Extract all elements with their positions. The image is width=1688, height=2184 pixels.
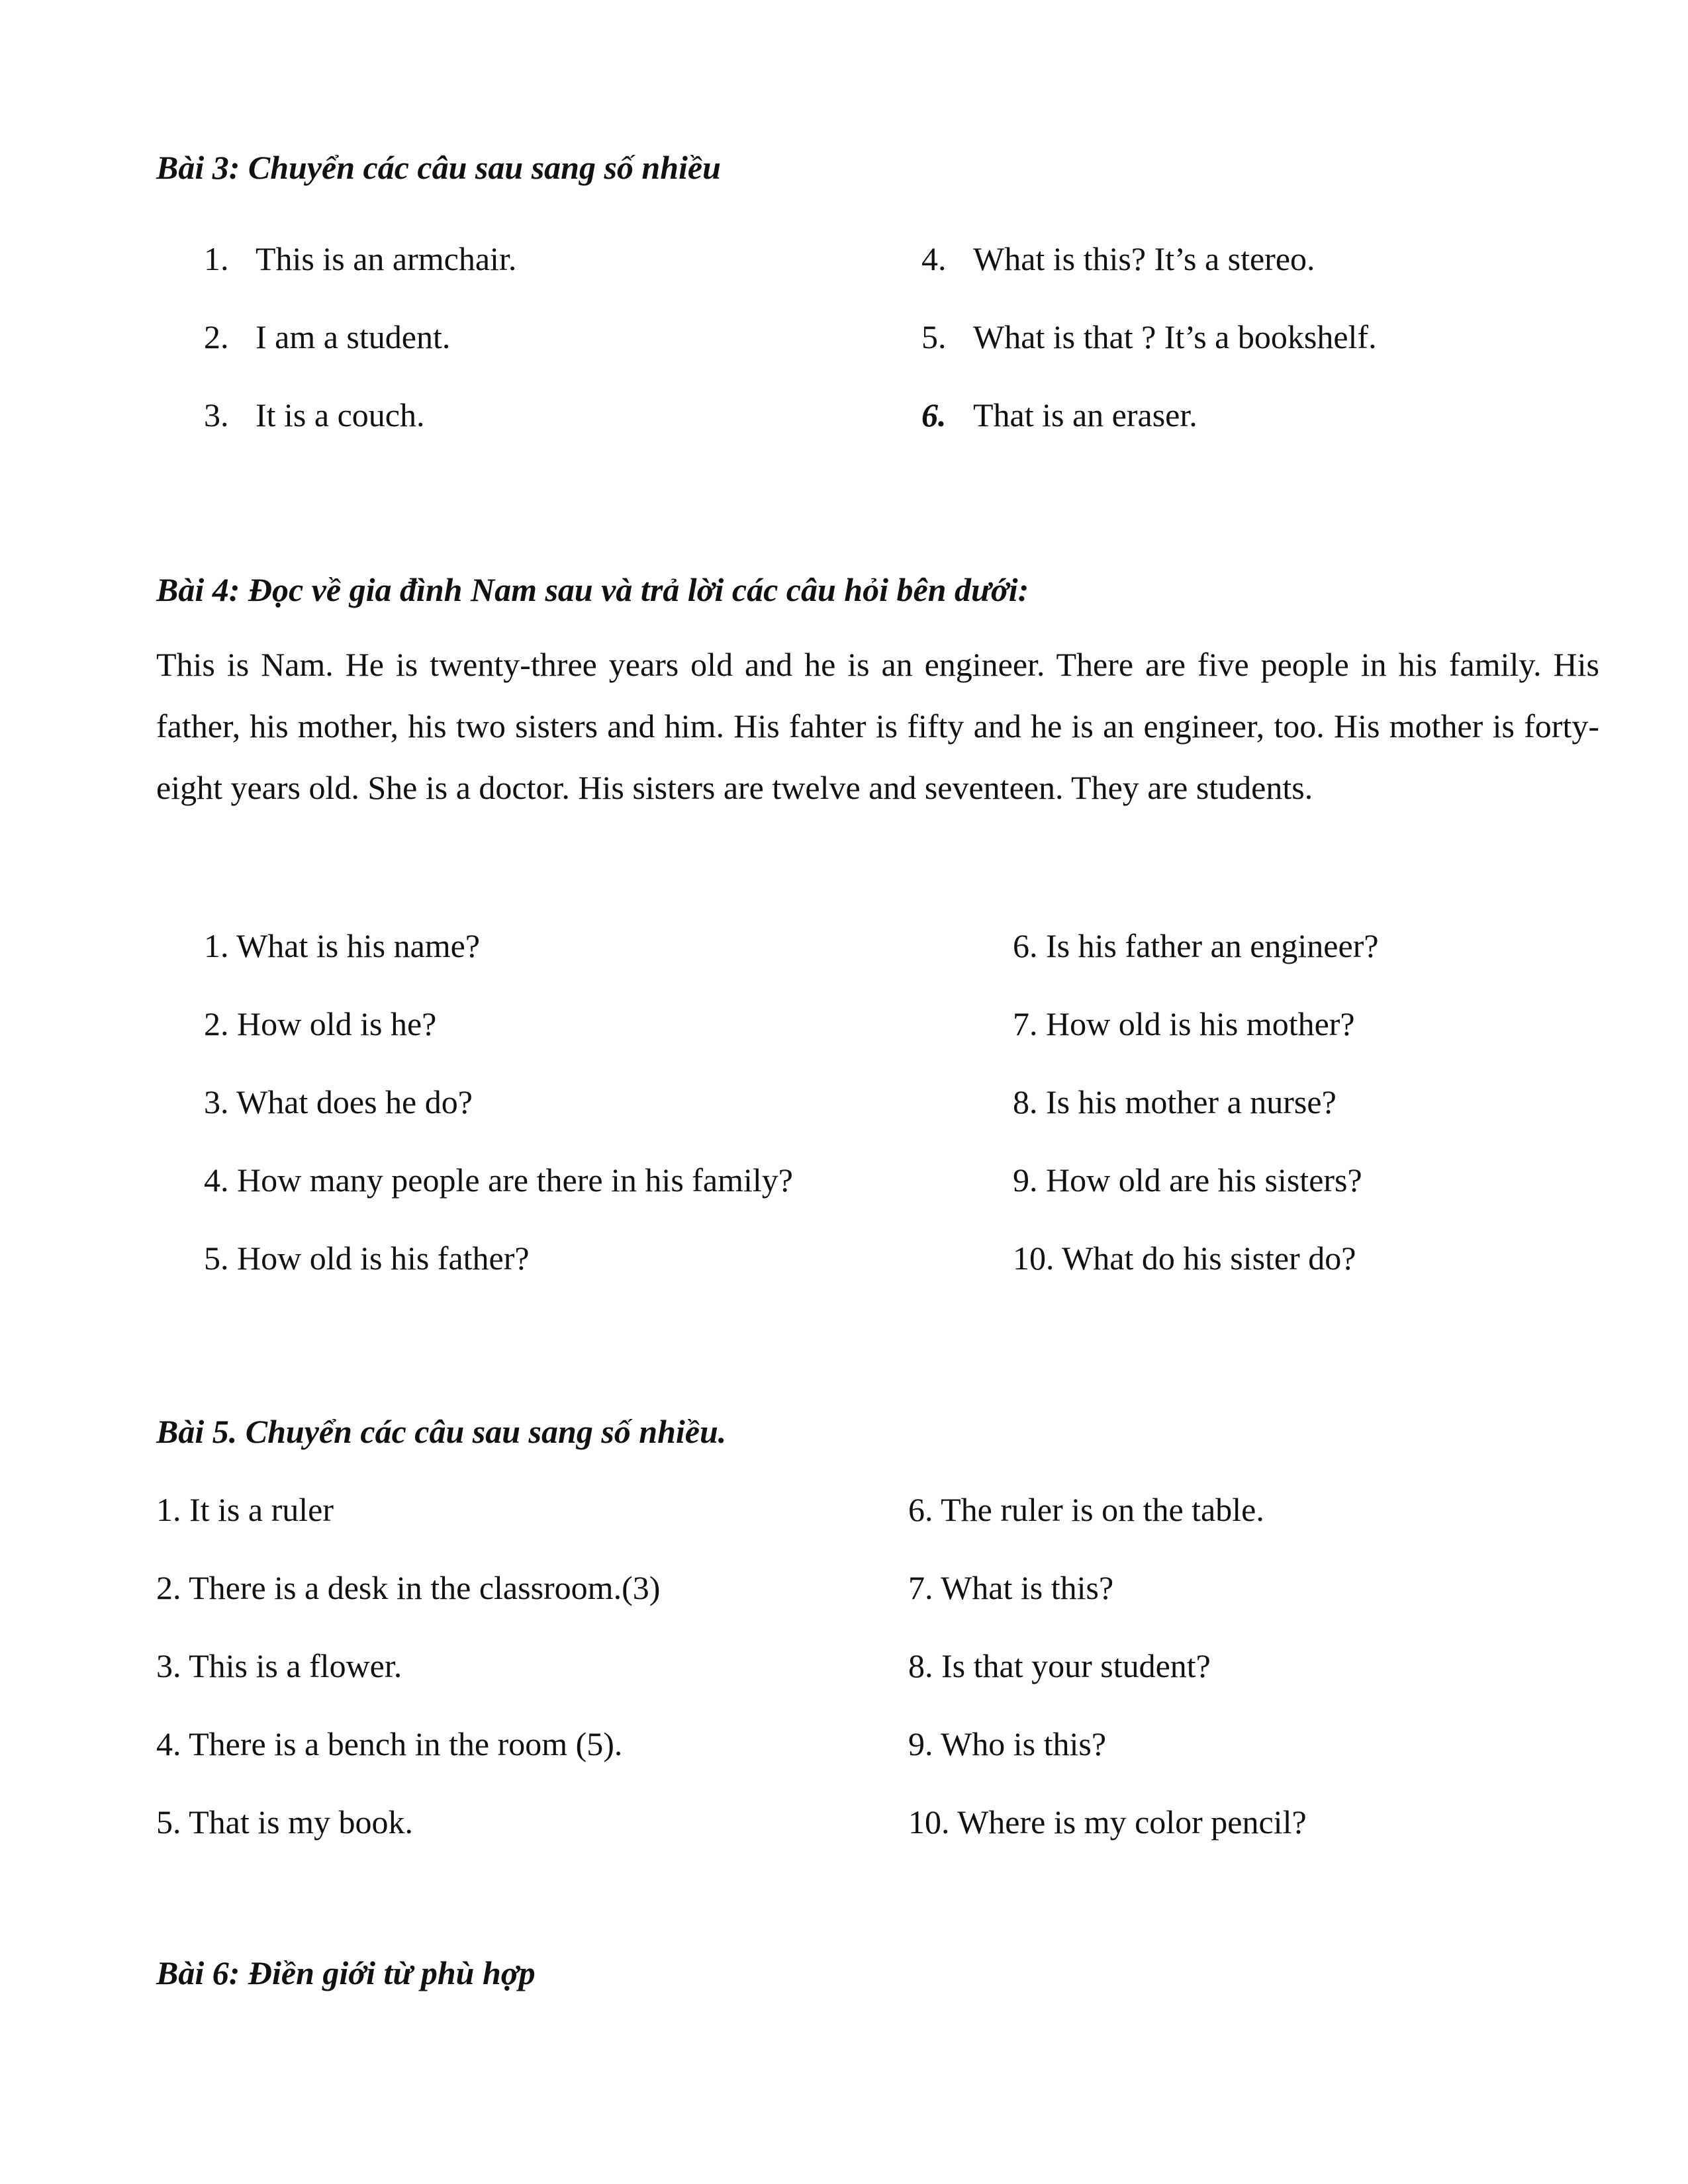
bai4-question-5: 5. How old is his father? [204,1240,530,1277]
bai4-question-6: 6. Is his father an engineer? [1013,927,1379,964]
bai3-heading: Bài 3: Chuyển các câu sau sang số nhiều [156,149,721,186]
bai3-item-number: 5. [921,318,947,355]
bai4-question-9: 9. How old are his sisters? [1013,1161,1362,1199]
bai4-question-1: 1. What is his name? [204,927,481,964]
bai4-reading-paragraph: This is Nam. He is twenty-three years old and he is an engineer. There are five people in his family. His father, his mother, his two sisters and him. His fahter is fifty and he is an engineer, too. His mother is forty- eight years old. She is a doctor. His sisters are twelve and seventeen. They are students. [156,646,1599,806]
bai3-item-text: What is this? It’s a stereo. [973,240,1315,277]
bai4-question-8: 8. Is his mother a nurse? [1013,1083,1336,1120]
bai5-item-9: 9. Who is this? [908,1725,1107,1762]
bai4-question-10: 10. What do his sister do? [1013,1240,1356,1277]
bai5-item-7: 7. What is this? [908,1569,1114,1606]
bai5-item-3: 3. This is a flower. [156,1647,402,1684]
bai5-item-4: 4. There is a bench in the room (5). [156,1725,623,1762]
bai3-item-text: That is an eraser. [973,396,1197,433]
bai5-item-6: 6. The ruler is on the table. [908,1491,1264,1528]
bai4-question-3: 3. What does he do? [204,1083,473,1120]
bai5-heading: Bài 5. Chuyển các câu sau sang số nhiều. [156,1413,727,1450]
bai3-item-number: 6. [921,396,947,433]
bai5-item-5: 5. That is my book. [156,1803,413,1841]
bai4-heading: Bài 4: Đọc về gia đình Nam sau và trả lời các câu hỏi bên dưới: [156,571,1029,608]
bai3-item-6 [921,398,1197,432]
bai3-item-1 [204,242,516,275]
bai3-item-number: 3. [204,396,229,433]
bai5-item-8: 8. Is that your student? [908,1647,1211,1684]
bai5-item-10: 10. Where is my color pencil? [908,1803,1307,1841]
bai4-question-7: 7. How old is his mother? [1013,1005,1355,1042]
bai3-item-text: What is that ? It’s a bookshelf. [973,318,1377,355]
bai3-item-number: 2. [204,318,229,355]
bai6-heading: Bài 6: Điền giới từ phù hợp [156,1954,536,1991]
bai3-item-2 [204,320,450,353]
bai3-item-text: It is a couch. [256,396,425,433]
bai3-item-5 [921,320,1377,353]
bai4-question-4: 4. How many people are there in his family? [204,1161,793,1199]
bai3-item-number: 1. [204,240,229,277]
bai5-item-1: 1. It is a ruler [156,1491,334,1528]
bai4-question-2: 2. How old is he? [204,1005,437,1042]
bai3-item-text: This is an armchair. [256,240,517,277]
bai3-item-number: 4. [921,240,947,277]
bai5-item-2: 2. There is a desk in the classroom.(3) [156,1569,661,1606]
bai3-item-3 [204,398,424,432]
bai3-item-4 [921,242,1315,275]
bai3-item-text: I am a student. [256,318,451,355]
